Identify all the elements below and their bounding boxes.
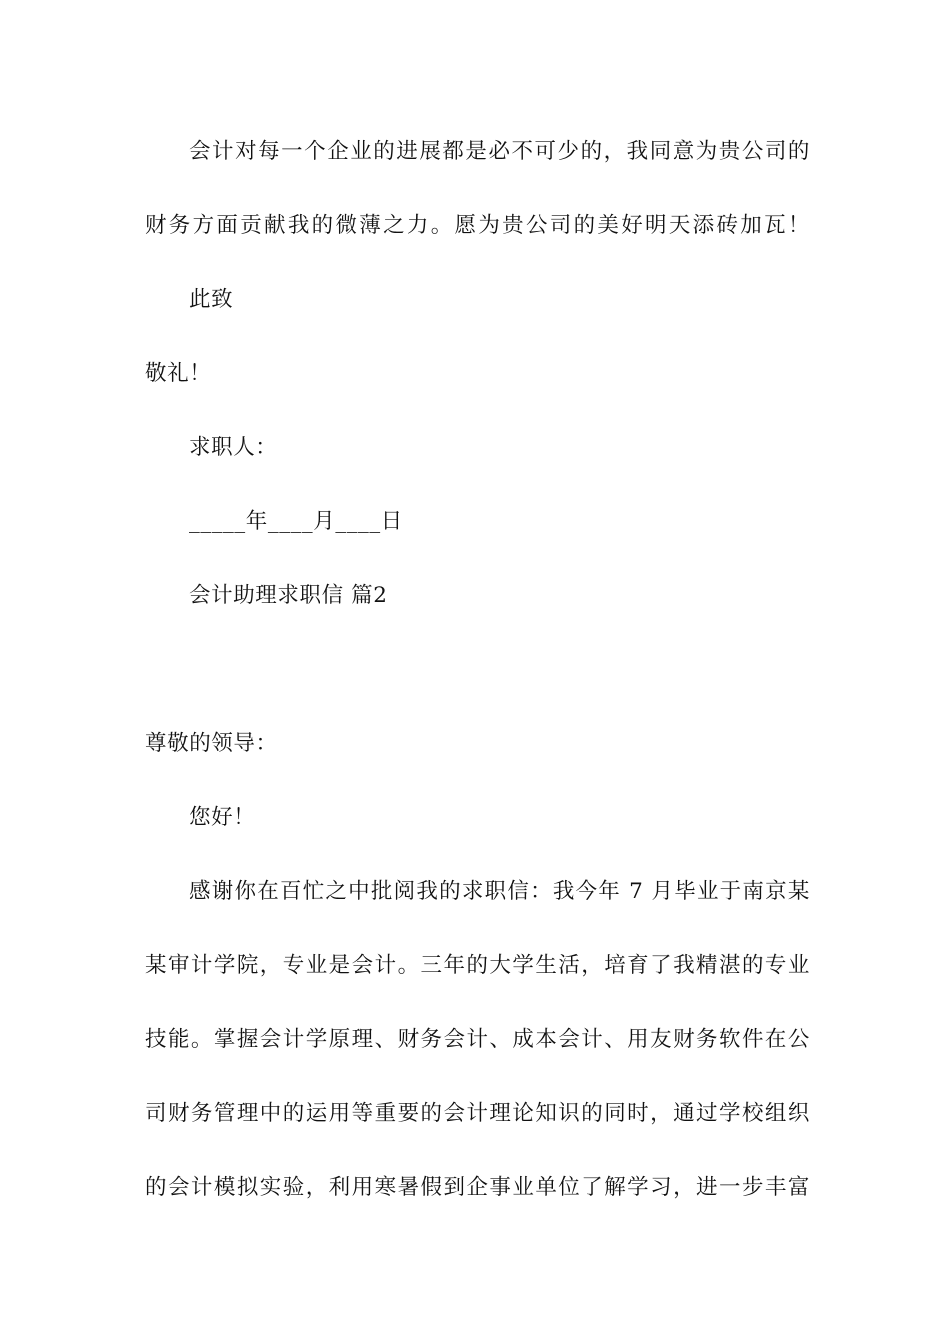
section-heading: 会计助理求职信 篇2 [189,583,388,608]
paragraph-line: 感谢你在百忙之中批阅我的求职信：我今年 7 月毕业于南京某 [189,879,810,904]
paragraph-line: 财务方面贡献我的微薄之力。愿为贵公司的美好明天添砖加瓦！ [145,213,810,238]
applicant-signature-label: 求职人： [189,435,278,460]
paragraph-line: 某审计学院，专业是会计。三年的大学生活，培育了我精湛的专业 [145,953,810,978]
paragraph-line: 司财务管理中的运用等重要的会计理论知识的同时，通过学校组织 [145,1101,810,1126]
greeting-hello: 您好！ [189,805,256,830]
paragraph-line: 技能。掌握会计学原理、财务会计、成本会计、用友财务软件在公 [145,1027,810,1052]
closing-salutation: 此致 [189,287,234,312]
paragraph-line: 会计对每一个企业的进展都是必不可少的，我同意为贵公司的 [189,139,810,164]
greeting: 尊敬的领导： [145,731,278,756]
date-line: _____年____月____日 [189,509,403,534]
closing-regards: 敬礼！ [145,361,212,386]
paragraph-line: 的会计模拟实验，利用寒暑假到企事业单位了解学习，进一步丰富 [145,1175,810,1200]
